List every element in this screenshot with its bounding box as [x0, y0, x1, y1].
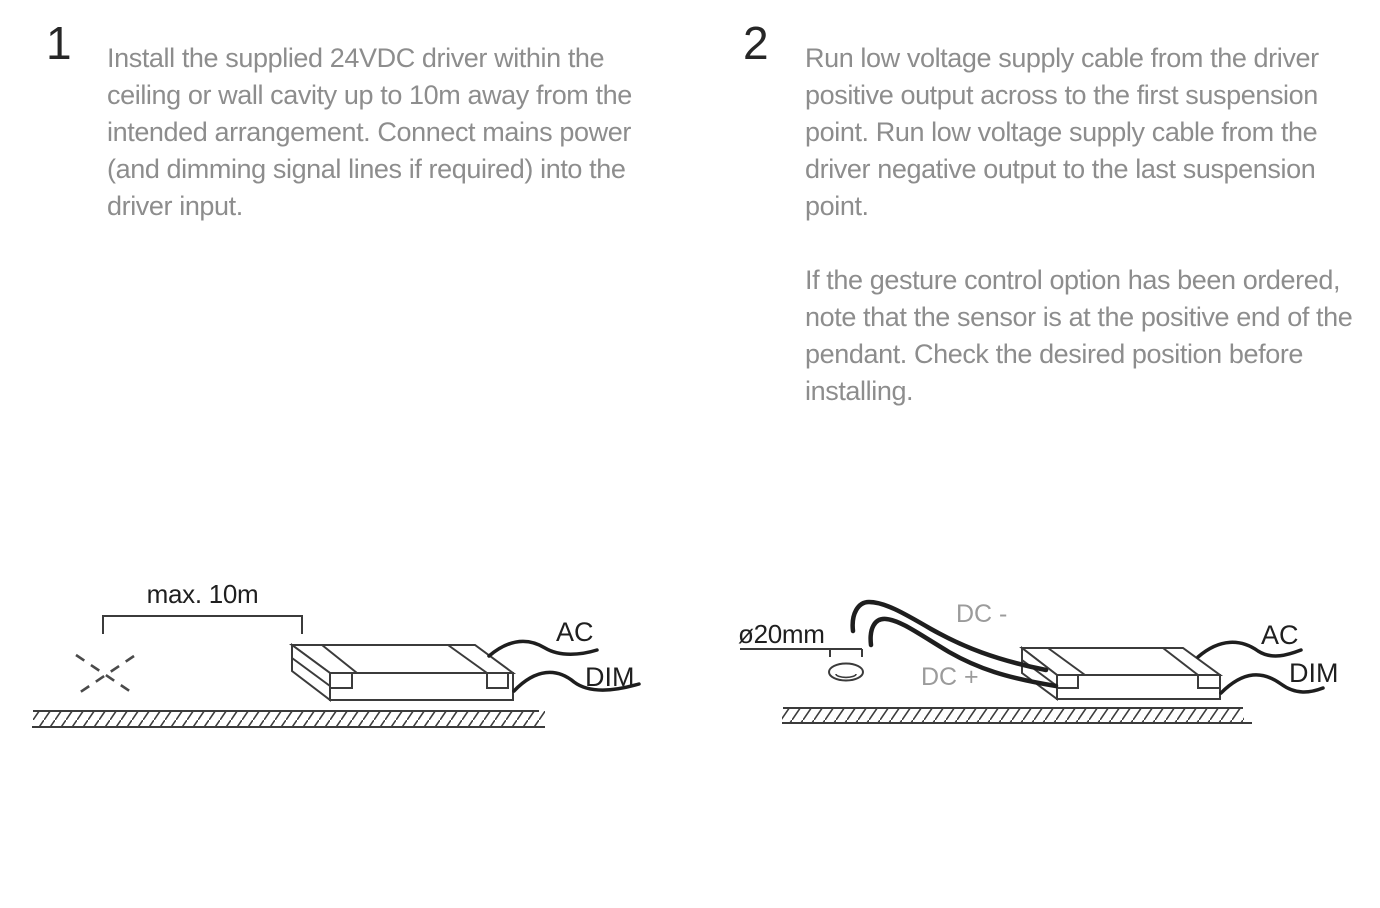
- diagram-driver-placement: [32, 616, 639, 727]
- driver-box: [1022, 648, 1220, 699]
- ac-cable-label: AC: [1261, 620, 1299, 650]
- dim-cable-label: DIM: [585, 662, 635, 692]
- driver-box: [292, 645, 513, 700]
- suspension-point-x-icon: [76, 655, 134, 695]
- max-distance-label: max. 10m: [146, 579, 259, 609]
- step-2-paragraph-2: If the gesture control option has been ordered, note that the sensor is at the positive end of the pendant. Check the desired position before installing.: [805, 265, 1353, 406]
- step-2-number: 2: [743, 17, 768, 69]
- hole-diameter-label: ø20mm: [738, 619, 825, 649]
- dc-positive-label: DC +: [921, 663, 979, 691]
- dc-negative-label: DC -: [956, 600, 1008, 628]
- ceiling-hatch: [782, 708, 1252, 723]
- hole-ellipse: [829, 664, 863, 681]
- ceiling-hatch: [32, 711, 545, 727]
- step-1-number: 1: [46, 17, 71, 69]
- dim-cable-label: DIM: [1289, 658, 1339, 688]
- ac-cable-label: AC: [556, 617, 594, 647]
- distance-bracket: [103, 616, 302, 634]
- step-2-paragraph-1: Run low voltage supply cable from the driver positive output across to the first suspension point. Run low voltage supply cable from the driver negative output to the last suspension point.: [805, 43, 1319, 221]
- dc-negative-cable: [853, 602, 1046, 670]
- diagram-cable-run: [740, 602, 1323, 723]
- hole-dimension-line: [740, 649, 862, 657]
- step-1-paragraph: Install the supplied 24VDC driver within the ceiling or wall cavity up to 10m away from the intended arrangement. Connect mains power (and dimming signal lines if required) into the driver input.: [107, 43, 632, 221]
